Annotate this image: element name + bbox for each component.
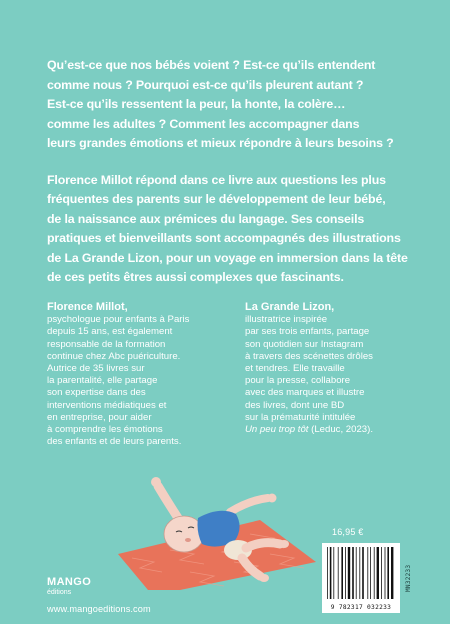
- intro-line: Qu’est-ce que nos bébés voient ? Est-ce qu’ils entendent: [47, 58, 376, 72]
- bio-line: Autrice de 35 livres sur: [47, 363, 145, 375]
- barcode-bar: [348, 547, 350, 599]
- barcode-bar: [370, 547, 371, 599]
- illustrator-name: La Grande Lizon,: [245, 301, 335, 313]
- book-publication: (Leduc, 2023).: [308, 424, 374, 436]
- baby-on-blanket-illustration: [110, 462, 340, 590]
- barcode-bar: [333, 547, 334, 599]
- intro-line: Est-ce qu’ils ressentent la peur, la honte, la colère…: [47, 97, 346, 111]
- barcode-bar: [387, 547, 389, 599]
- bio-line: des livres, dont une BD: [245, 399, 345, 411]
- bio-line: interventions médiatiques et: [47, 399, 167, 411]
- barcode-bar: [352, 547, 354, 599]
- barcode-bar: [341, 547, 343, 599]
- bio-line: la parentalité, elle partage: [47, 375, 158, 387]
- author-bio: [47, 301, 199, 448]
- barcode-bar: [338, 547, 339, 599]
- bio-line-last: [245, 424, 415, 436]
- intro-paragraph-2: [47, 171, 419, 288]
- barcode-bar: [359, 547, 360, 599]
- intro-line: comme les adultes ? Comment les accompagner dans: [47, 116, 360, 131]
- intro-line: leurs grandes émotions et mieux répondre à leurs besoins ?: [47, 136, 394, 150]
- bio-line: à travers des scénettes drôles: [245, 350, 373, 362]
- publisher-brand: MANGO: [47, 576, 92, 588]
- publisher-website: www.mangoeditions.com: [47, 604, 151, 614]
- barcode-bar: [367, 547, 368, 599]
- publisher-logo: [47, 577, 91, 596]
- barcode-bar: [385, 547, 386, 599]
- barcode-bar: [391, 547, 393, 599]
- intro-line: pratiques et bienveillants sont accompagnés des illustrations: [47, 231, 401, 245]
- illustrator-bio: [245, 301, 415, 436]
- barcode-bar: [356, 547, 357, 599]
- bio-line: en entreprise, pour aider: [47, 411, 152, 423]
- barcode-bar: [330, 547, 332, 599]
- intro-line: comme nous ? Pourquoi est-ce qu’ils pleurent autant ?: [47, 77, 364, 92]
- bio-line: continue chez Abc puériculture.: [47, 350, 181, 362]
- bio-line: responsable de la formation: [47, 338, 166, 350]
- barcode: [322, 543, 400, 613]
- isbn-side-code: MN32233: [405, 564, 412, 592]
- barcode-bar: [327, 547, 328, 599]
- barcode-bar: [377, 547, 379, 599]
- barcode-bar: [345, 547, 346, 599]
- bio-line: son expertise dans des: [47, 387, 146, 399]
- intro-text: [47, 56, 419, 288]
- publisher-sub: éditions: [47, 589, 72, 596]
- barcode-bar: [362, 547, 364, 599]
- barcode-bar: [381, 547, 382, 599]
- intro-line: fréquentes des parents sur le développement de leur bébé,: [47, 192, 386, 206]
- intro-line: de La Grande Lizon, pour un voyage en immersion dans la tête: [47, 250, 408, 265]
- bio-line: illustratrice inspirée: [245, 314, 328, 326]
- bio-line: psychologue pour enfants à Paris: [47, 314, 190, 326]
- barcode-bars: [326, 547, 396, 599]
- bio-line: son quotidien sur Instagram: [245, 338, 364, 350]
- author-name: Florence Millot,: [47, 301, 128, 313]
- intro-line: Florence Millot répond dans ce livre aux questions les plus: [47, 172, 386, 187]
- bio-line: à comprendre les émotions: [47, 424, 163, 436]
- barcode-bar: [374, 547, 375, 599]
- intro-line: de la naissance aux prémices du langage. Ses conseils: [47, 211, 365, 226]
- bio-line: par ses trois enfants, partage: [245, 326, 370, 338]
- price-label: 16,95 €: [332, 527, 364, 537]
- bio-line: sur la prématurité intitulée: [245, 411, 356, 423]
- bio-line: depuis 15 ans, est également: [47, 326, 173, 338]
- barcode-digits: 9 782317 032233: [330, 604, 392, 611]
- bio-line: pour la presse, collabore: [245, 375, 351, 387]
- intro-line: de ces petits êtres aussi complexes que fascinants.: [47, 270, 344, 284]
- bio-line: avec des marques et illustre: [245, 387, 365, 399]
- bio-line: des enfants et de leurs parents.: [47, 436, 182, 448]
- bio-line: et tendres. Elle travaille: [245, 363, 345, 375]
- book-title: Un peu trop tôt: [245, 424, 309, 436]
- intro-paragraph-1: [47, 56, 419, 154]
